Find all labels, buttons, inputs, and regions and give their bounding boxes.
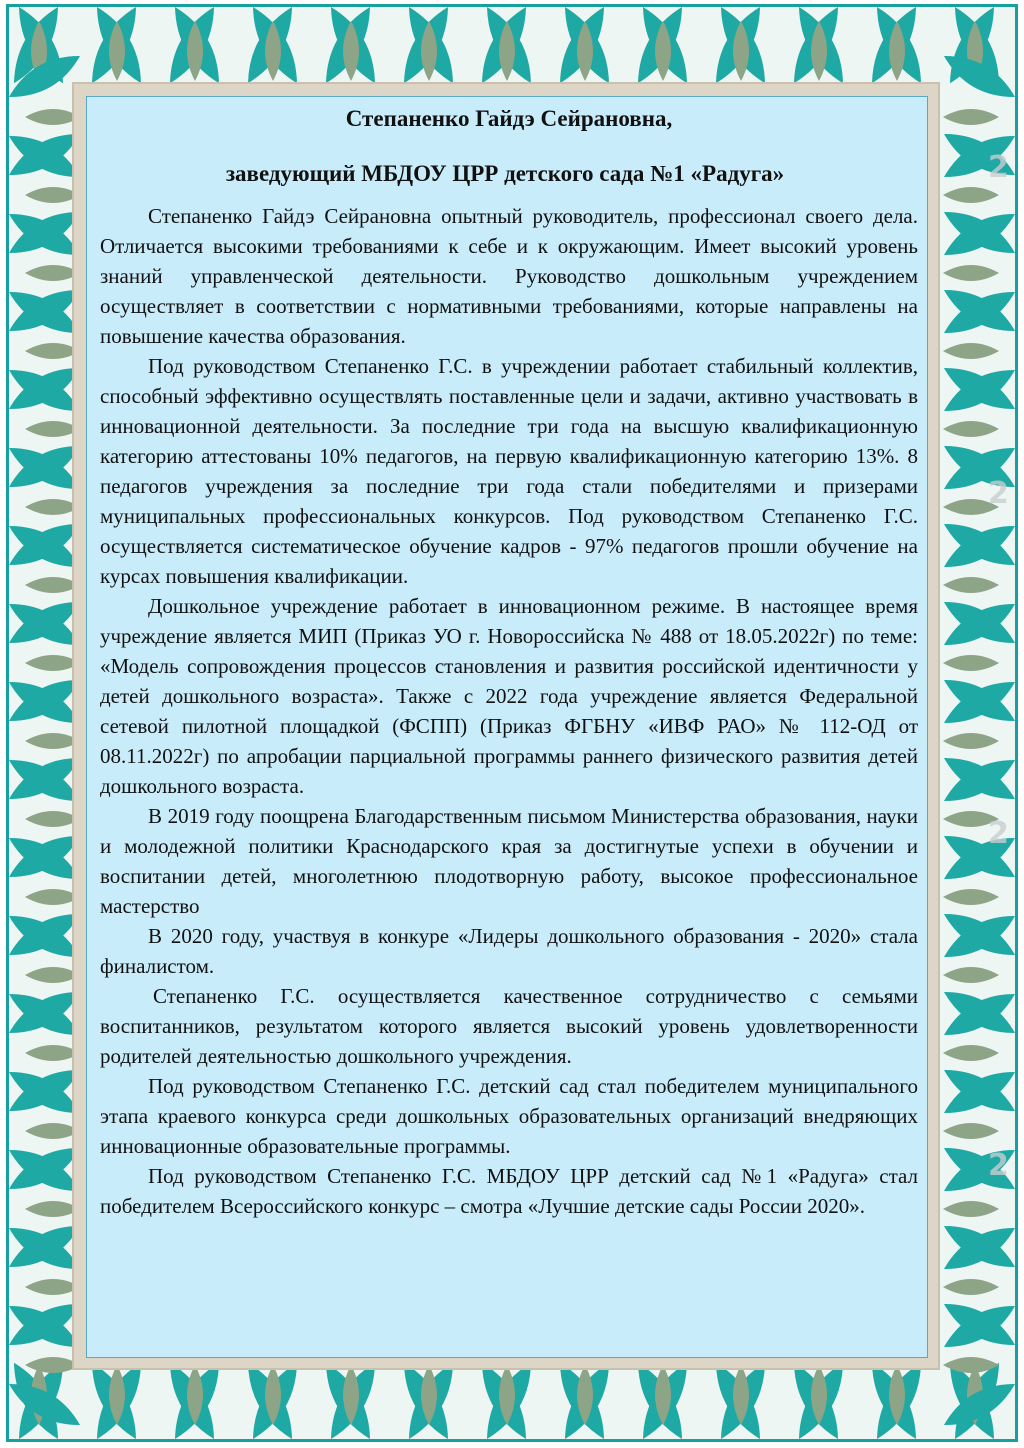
leaf-ornament [943, 967, 999, 983]
leaf-ornament [943, 733, 999, 749]
paragraph: Степаненко Гайдэ Сейрановна опытный руководитель, профессионал своего дела. Отличается высокими требованиями к себе и к окружающим. Имеет высокий уровень знаний управленческой деятельности. Руководство дошкольным учреждением осуществляет в соответствии с нормативными требованиями, которые направлены на повышение качества образования. [100, 204, 918, 348]
paragraph: В 2019 году поощрена Благодарственным письмом Министерства образования, науки и молодежной политики Краснодарского края за достигнутые успехи в обучении и воспитании детей, многолетнюю плодотворную работу, высокое профессиональное мастерство [100, 804, 918, 918]
leaf-ornament [943, 109, 999, 125]
leaf-ornament [943, 1279, 999, 1295]
leaf-ornament [943, 421, 999, 437]
paragraph: Дошкольное учреждение работает в инновационном режиме. В настоящее время учреждение является МИП (Приказ УО г. Новороссийска № 488 от 18.05.2022г) по теме: «Модель сопровождения процессов становления и развития российской идентичности у детей дошкольного возраста». Также с 2022 года учреждение является Федеральной сетевой пилотной площадкой (ФСПП) (Приказ ФГБНУ «ИВФ РАО» № 112-ОД от 08.11.2022г) по апробации парциальной программы раннего физического развития детей дошкольного возраста. [100, 594, 918, 798]
leaf-ornament [943, 889, 999, 905]
leaf-ornament [943, 343, 999, 359]
paragraph: Степаненко Г.С. осуществляется качественное сотрудничество с семьями воспитанников, результатом которого является высокий уровень удовлетворенности родителей деятельностью дошкольного учреждения. [100, 984, 918, 1068]
leaf-ornament [943, 187, 999, 203]
paragraph: Под руководством Степаненко Г.С. детский сад стал победителем муниципального этапа краевого конкурса среди дошкольных образовательных организаций внедряющих инновационные образовательные программы. [100, 1074, 918, 1158]
side-mark: 2 [988, 150, 1009, 185]
leaf-ornament [943, 1123, 999, 1139]
leaf-ornament [943, 655, 999, 671]
leaf-ornament [943, 265, 999, 281]
document-title-role: заведующий МБДОУ ЦРР детского сада №1 «Радуга» [225, 161, 785, 186]
paragraph: Под руководством Степаненко Г.С. МБДОУ ЦРР детский сад №1 «Радуга» стал победителем Всероссийского конкурс – смотра «Лучшие детские сады России 2020». [100, 1164, 918, 1218]
side-mark: 2 [988, 476, 1009, 511]
leaf-ornament [943, 1045, 999, 1061]
leaf-ornament [943, 1201, 999, 1217]
paragraph: Под руководством Степаненко Г.С. в учреждении работает стабильный коллектив, способный эффективно осуществлять поставленные цели и задачи, активно участвовать в инновационной деятельности. За последние три года на высшую квалификационную категорию аттестованы 10% педагогов, на первую квалификационную категорию 13%. 8 педагогов учреждения за последние три года стали победителями и призерами муниципальных профессиональных конкурсов. Под руководством Степаненко Г.С. осуществляется систематическое обучение кадров - 97% педагогов прошли обучение на курсах повышения квалификации. [100, 354, 918, 588]
paragraph: В 2020 году, участвуя в конкуре «Лидеры дошкольного образования - 2020» стала финалистом. [100, 924, 918, 978]
document-body [100, 104, 918, 1221]
side-mark: 2 [988, 816, 1009, 851]
leaf-ornament [943, 577, 999, 593]
side-mark: 2 [988, 1148, 1009, 1183]
document-title-name: Степаненко Гайдэ Сейрановна, [345, 106, 673, 131]
